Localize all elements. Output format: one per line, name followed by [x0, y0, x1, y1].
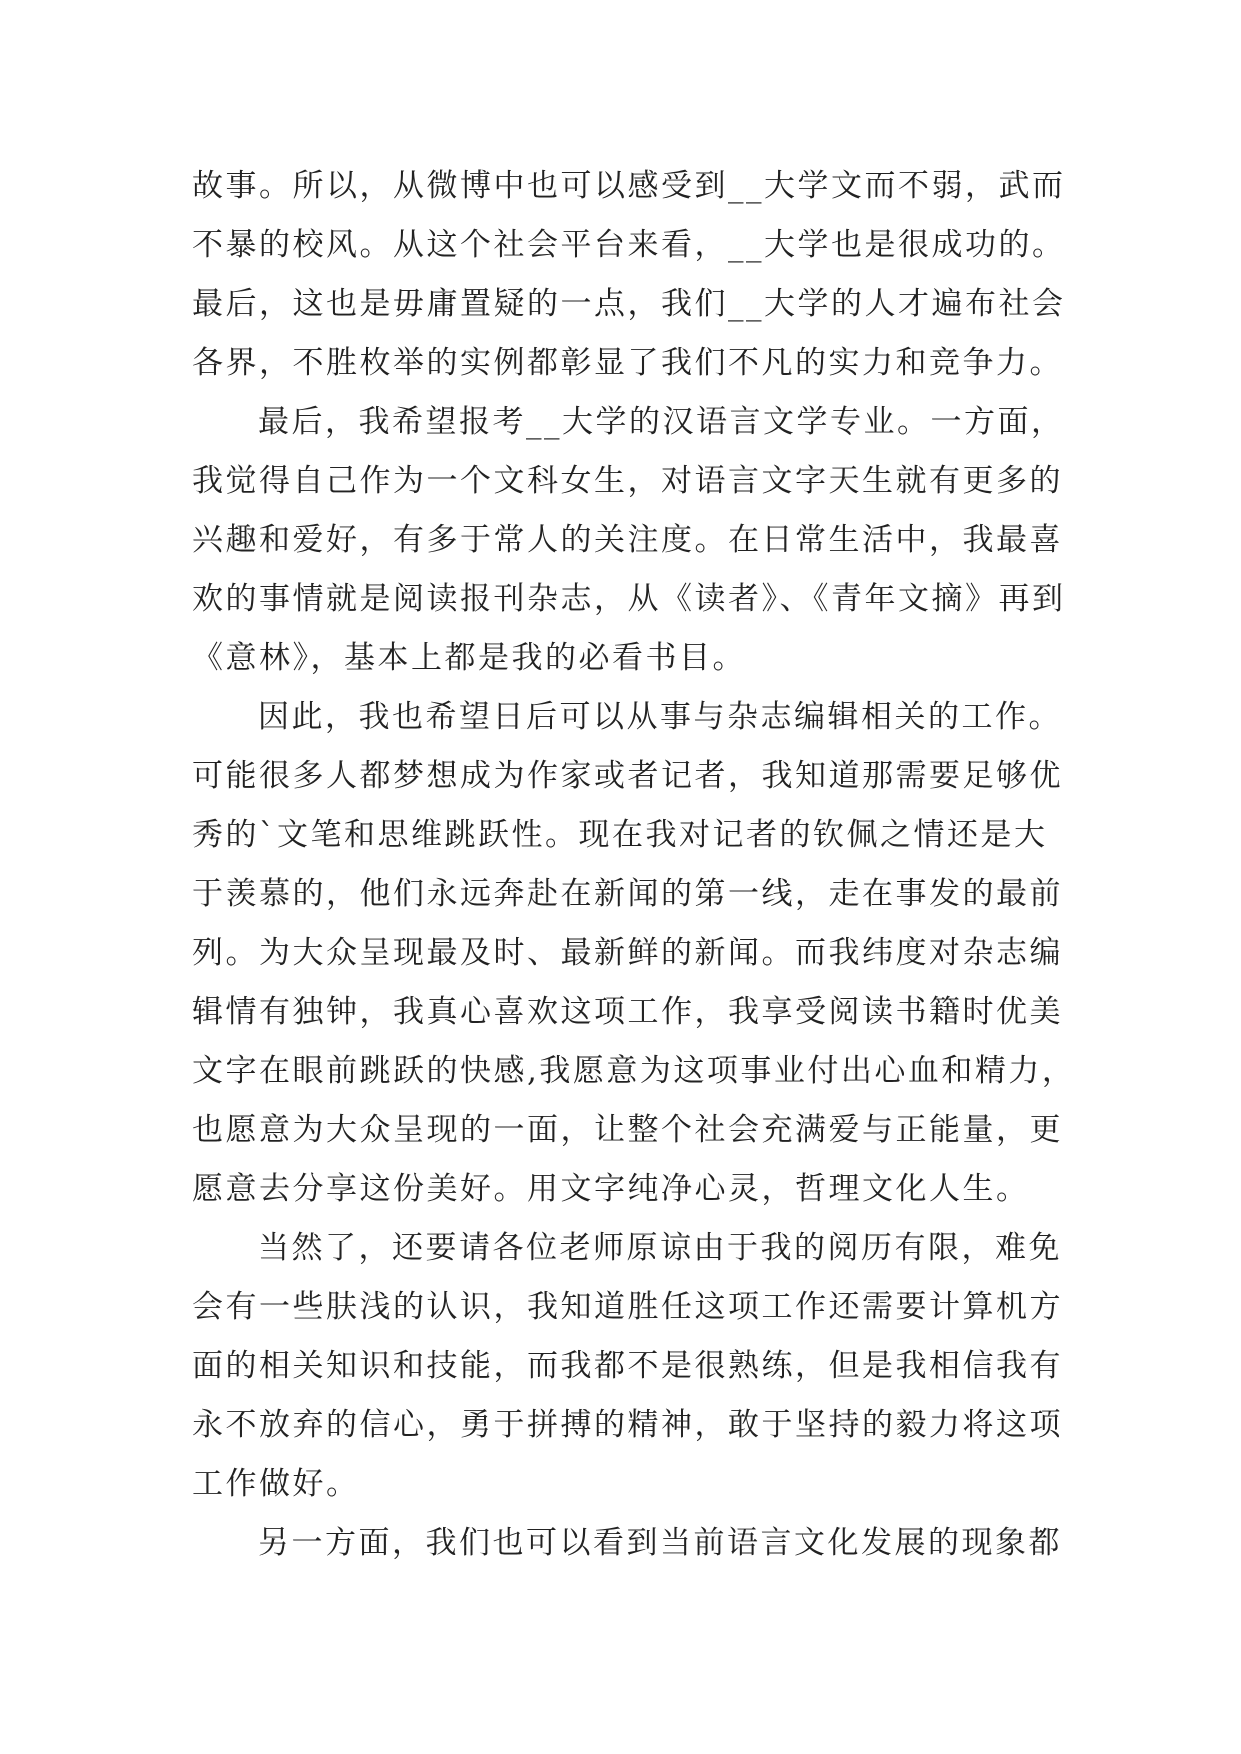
- text-line: 不暴的校风。从这个社会平台来看，__大学也是很成功的。: [192, 227, 1066, 263]
- text-line: 我觉得自己作为一个文科女生，对语言文字天生就有更多的: [192, 463, 1063, 499]
- text-line: 工作做好。: [192, 1466, 360, 1502]
- text-line: 秀的`文笔和思维跳跃性。现在我对记者的钦佩之情还是大: [192, 817, 1048, 853]
- document-body: [192, 157, 1076, 1573]
- text-line: 也愿意为大众呈现的一面，让整个社会充满爱与正能量，更: [192, 1112, 1063, 1148]
- text-line: 于羡慕的，他们永远奔赴在新闻的第一线，走在事发的最前: [192, 876, 1063, 912]
- text-line: 欢的事情就是阅读报刊杂志，从《读者》、《青年文摘》再到: [192, 581, 1066, 617]
- text-line: 最后，这也是毋庸置疑的一点，我们__大学的人才遍布社会: [192, 286, 1066, 322]
- paragraph-first-line: 因此，我也希望日后可以从事与杂志编辑相关的工作。: [258, 699, 1062, 735]
- text-line: 列。为大众呈现最及时、最新鲜的新闻。而我纬度对杂志编: [192, 935, 1063, 971]
- paragraph-first-line: 最后，我希望报考__大学的汉语言文学专业。一方面，: [258, 404, 1065, 440]
- text-line: 《意林》，基本上都是我的必看书目。: [192, 640, 746, 676]
- paragraph-first-line: 另一方面，我们也可以看到当前语言文化发展的现象都: [258, 1525, 1062, 1561]
- text-line: 愿意去分享这份美好。用文字纯净心灵，哲理文化人生。: [192, 1171, 1030, 1207]
- text-line: 故事。所以，从微博中也可以感受到__大学文而不弱，武而: [192, 168, 1066, 204]
- text-line: 会有一些肤浅的认识，我知道胜任这项工作还需要计算机方: [192, 1289, 1063, 1325]
- text-line: 面的相关知识和技能，而我都不是很熟练，但是我相信我有: [192, 1348, 1063, 1384]
- text-line: 可能很多人都梦想成为作家或者记者，我知道那需要足够优: [192, 758, 1063, 794]
- text-line: 各界，不胜枚举的实例都彰显了我们不凡的实力和竞争力。: [192, 345, 1063, 381]
- text-line: 永不放弃的信心，勇于拼搏的精神，敢于坚持的毅力将这项: [192, 1407, 1063, 1443]
- text-line: 兴趣和爱好，有多于常人的关注度。在日常生活中，我最喜: [192, 522, 1063, 558]
- text-line: 辑情有独钟，我真心喜欢这项工作，我享受阅读书籍时优美: [192, 994, 1063, 1030]
- paragraph-first-line: 当然了，还要请各位老师原谅由于我的阅历有限，难免: [258, 1230, 1062, 1266]
- text-line: 文字在眼前跳跃的快感,我愿意为这项事业付出心血和精力，: [192, 1053, 1076, 1089]
